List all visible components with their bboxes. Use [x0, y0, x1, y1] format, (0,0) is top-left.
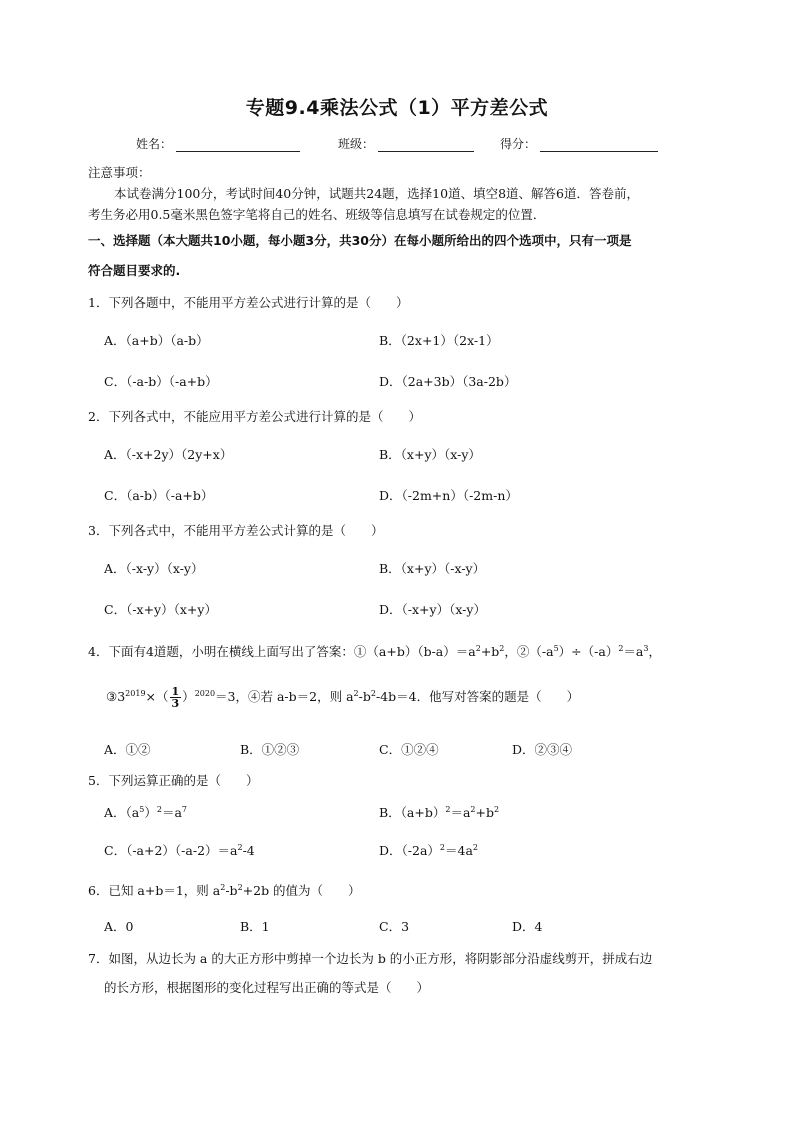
question-4-option-d[interactable]: D．②③④: [512, 742, 573, 757]
question-4-option-c[interactable]: C．①②④: [379, 742, 439, 757]
question-5-option-c[interactable]: C．$(-a+2)(-a-2)=a^2-4$: [104, 842, 255, 858]
question-1-option-c[interactable]: C．（-a-b）（-a+b）: [104, 374, 218, 389]
score-label: 得分：: [500, 137, 537, 151]
question-1-option-a[interactable]: A．（a+b）（a-b）: [104, 333, 209, 348]
name-label: 姓名：: [136, 137, 173, 151]
question-4-option-b[interactable]: B．①②③: [240, 742, 300, 757]
question-4-option-a[interactable]: A．①②: [104, 742, 151, 757]
question-5-option-a[interactable]: A．$(a^5)^2=a^7$: [104, 804, 187, 820]
question-3-option-a[interactable]: A．（-x-y）（x-y）: [104, 561, 204, 576]
class-field-group: [338, 135, 474, 152]
question-2-option-c[interactable]: C．（a-b）（-a+b）: [104, 488, 214, 503]
score-blank[interactable]: [540, 135, 658, 152]
page-title: 专题9.4乘法公式（1）平方差公式: [245, 97, 549, 119]
student-info-row: [0, 135, 794, 155]
question-5-stem: 5．下列运算正确的是（ ）: [88, 773, 259, 788]
name-blank[interactable]: [176, 135, 300, 152]
score-field-group: [500, 135, 658, 152]
question-1-option-d[interactable]: D．（2a+3b）（3a-2b）: [379, 374, 517, 389]
question-6-stem: 6．已知 a+b＝1，则 $a^2-b^2+2b$ 的值为（ ）: [88, 882, 361, 898]
notice-line-2: 考生务必用0.5毫米黑色签字笔将自己的姓名、班级等信息填写在试卷规定的位置．: [88, 207, 546, 222]
question-6-option-d[interactable]: D．4: [512, 919, 543, 934]
question-3-stem: 3．下列各式中，不能用平方差公式计算的是（ ）: [88, 523, 384, 538]
question-6-option-a[interactable]: A．0: [104, 919, 134, 934]
question-5-option-b[interactable]: B．$(a+b)^2=a^2+b^2$: [379, 804, 500, 820]
question-5-option-d[interactable]: D．$(-2a)^2=4a^2$: [379, 842, 478, 858]
question-4-stem: 4．下面有4道题，小明在横线上面写出了答案：$①(a+b)(b-a)=a^2+b^2$，$②(-a^5)\div(-a)^2=a^3$，: [88, 643, 661, 659]
question-3-option-d[interactable]: D．（-x+y）（x-y）: [379, 602, 486, 617]
name-field-group: [136, 135, 300, 152]
notice-heading: 注意事项：: [88, 165, 151, 180]
question-7-stem-line2: 的长方形，根据图形的变化过程写出正确的等式是（ ）: [104, 980, 430, 995]
fraction-one-third: $\frac{1}{3}$: [171, 685, 180, 710]
question-2-stem: 2．下列各式中，不能应用平方差公式进行计算的是（ ）: [88, 409, 421, 424]
question-2-option-d[interactable]: D．（-2m+n）（-2m-n）: [379, 488, 518, 503]
question-7-stem-line1: 7．如图，从边长为 a 的大正方形中剪掉一个边长为 b 的小正方形，将阴影部分沿虚线剪开，拼成右边: [88, 951, 653, 966]
question-3-option-c[interactable]: C．（-x+y）（x+y）: [104, 602, 217, 617]
question-6-option-b[interactable]: B．1: [240, 919, 270, 934]
class-blank[interactable]: [378, 135, 474, 152]
section1-heading-line2: 符合题目要求的.: [88, 263, 181, 278]
question-2-option-a[interactable]: A．（-x+2y）（2y+x）: [104, 447, 233, 462]
question-6-option-c[interactable]: C．3: [379, 919, 410, 934]
question-2-option-b[interactable]: B．（x+y）（x-y）: [379, 447, 481, 462]
question-4-stem-line2: $③3^{2019}\times$（ $\frac{1}{3}$ ）$^{2020}$＝3，④若 a-b＝2，则 $a^2-b^2-4b=4$．他写对答案的题是（ ）: [106, 685, 580, 710]
question-3-option-b[interactable]: B．（x+y）（-x-y）: [379, 561, 486, 576]
class-label: 班级：: [338, 137, 375, 151]
notice-line-1: 本试卷满分100分，考试时间40分钟，试题共24题，选择10道、填空8道、解答6道．答卷前，: [114, 186, 639, 201]
section1-heading-line1: 一、选择题（本大题共10小题，每小题3分，共30分）在每小题所给出的四个选项中，只有一项是: [88, 233, 632, 248]
question-1-stem: 1．下列各题中，不能用平方差公式进行计算的是（ ）: [88, 295, 409, 310]
question-1-option-b[interactable]: B．（2x+1）（2x-1）: [379, 333, 499, 348]
